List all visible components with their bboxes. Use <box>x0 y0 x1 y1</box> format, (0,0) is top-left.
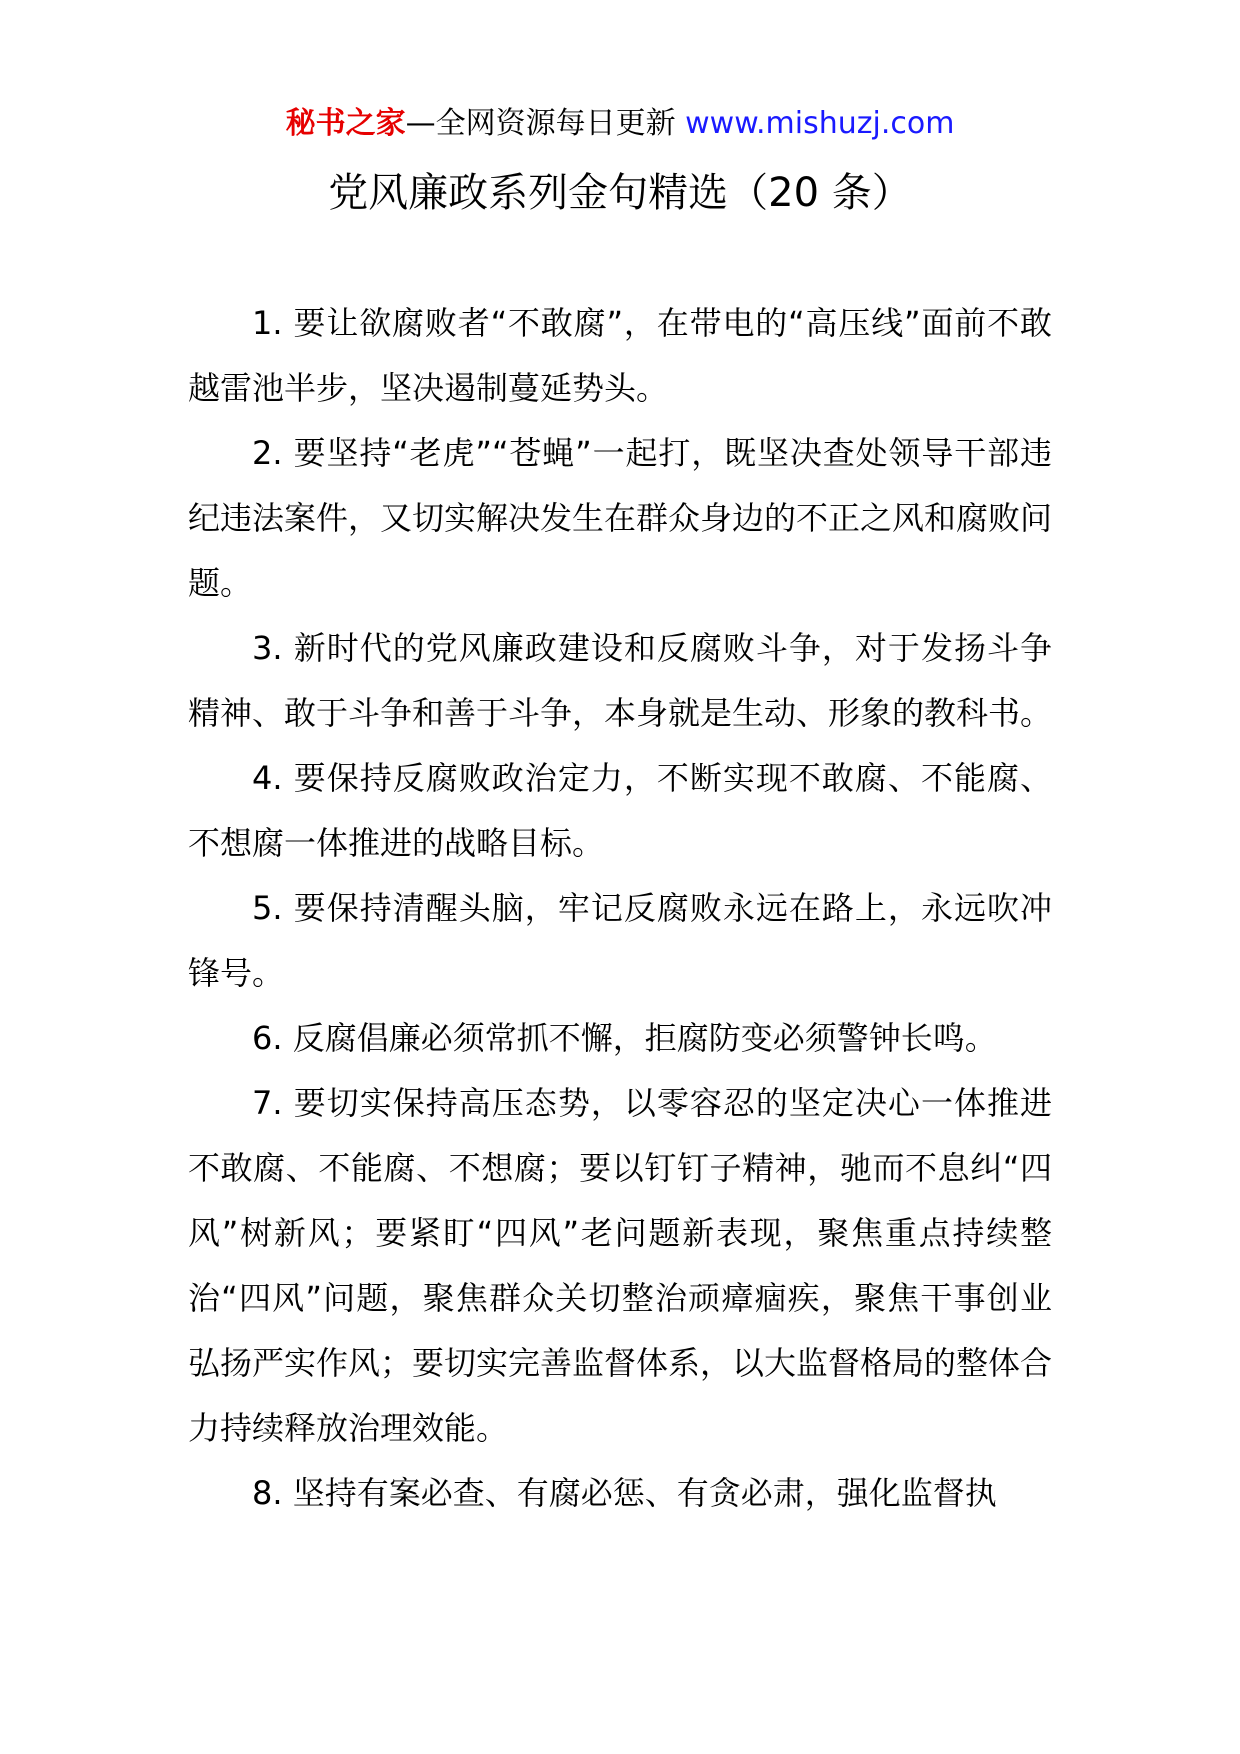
site-url-link[interactable]: www.mishuzj.com <box>685 106 955 141</box>
paragraph-8: 8. 坚持有案必查、有腐必惩、有贪必肃，强化监督执 <box>252 1474 997 1512</box>
paragraph-7: 7. 要切实保持高压态势，以零容忍的坚定决心一体推进不敢腐、不能腐、不想腐；要以钉钉子精神，驰而不息纠“四风”树新风；要紧盯“四风”老问题新表现，聚焦重点持续整治“四风”问题，聚焦群众关切整治顽瘴痼疾，聚焦干事创业弘扬严实作风；要切实完善监督体系，以大监督格局的整体合力持续释放治理效能。 <box>188 1084 1053 1447</box>
paragraph-2: 2. 要坚持“老虎”“苍蝇”一起打，既坚决查处领导干部违纪违法案件，又切实解决发生在群众身边的不正之风和腐败问题。 <box>188 434 1053 602</box>
site-header <box>0 100 1240 148</box>
brand-name: 秘书之家 <box>285 106 406 141</box>
paragraph-5: 5. 要保持清醒头脑，牢记反腐败永远在路上，永远吹冲锋号。 <box>188 889 1052 992</box>
document-title: 党风廉政系列金句精选（20 条） <box>328 170 912 216</box>
paragraph-4: 4. 要保持反腐败政治定力，不断实现不敢腐、不能腐、不想腐一体推进的战略目标。 <box>188 759 1052 862</box>
paragraph-3: 3. 新时代的党风廉政建设和反腐败斗争，对于发扬斗争精神、敢于斗争和善于斗争，本身就是生动、形象的教科书。 <box>188 629 1053 732</box>
header-tagline: —全网资源每日更新 <box>405 106 676 141</box>
paragraph-1: 1. 要让欲腐败者“不敢腐”，在带电的“高压线”面前不敢越雷池半步，坚决遏制蔓延势头。 <box>188 304 1052 407</box>
paragraph-6: 6. 反腐倡廉必须常抓不懈，拒腐防变必须警钟长鸣。 <box>252 1019 997 1057</box>
document-body <box>188 291 1052 1526</box>
